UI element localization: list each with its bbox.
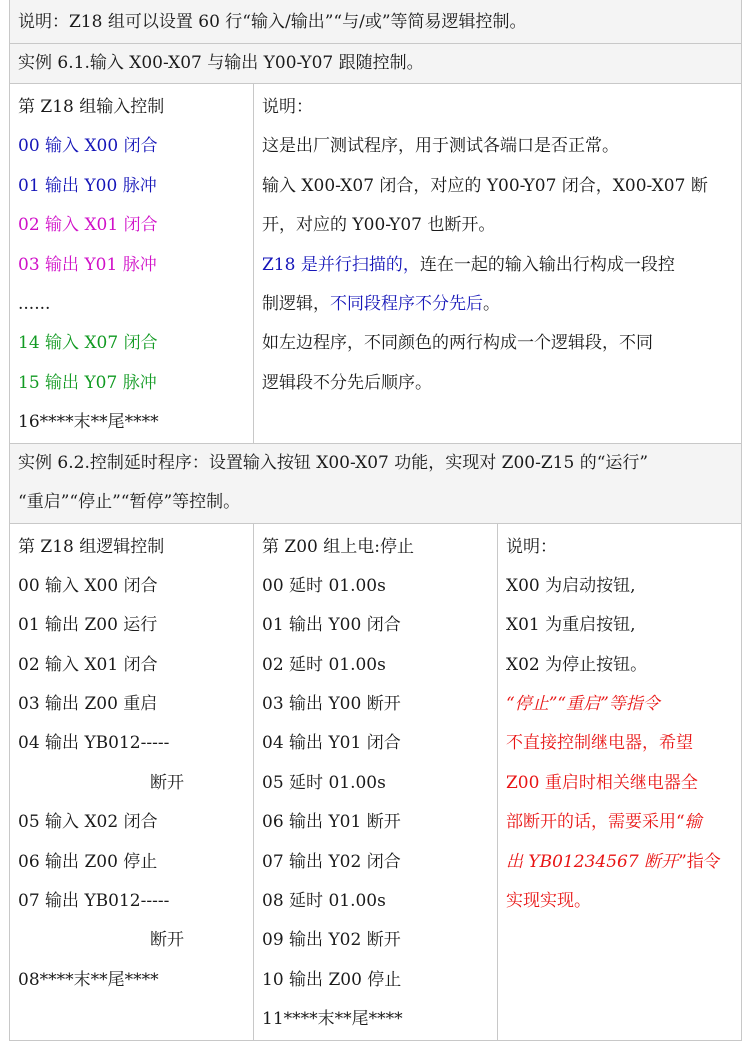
column-heading: 第 Z18 组逻辑控制 [18,536,165,557]
note-line: X00 为启动按钮, [506,575,636,596]
example-2-title [10,444,741,524]
column-heading: 说明： [262,97,313,117]
note-line: X02 为停止按钮。 [506,654,648,675]
description-text: 连在一起的输入输出行构成一段控 [419,254,675,275]
program-line: 08 延时 01.00s [262,891,386,912]
program-line: 01 输出 Z00 运行 [18,615,158,636]
warning-text: 部断开的话，需要采用“ [506,812,685,833]
description-line: 如左边程序，不同颜色的两行构成一个逻辑段，不同 [262,333,653,354]
intro-text: 说明：Z18 组可以设置 60 行“输入/输出”“与/或”等简易逻辑控制。 [10,0,741,44]
column-heading: 说明： [506,536,557,557]
example-1-title: 实例 6.1.输入 X00-X07 与输出 Y00-Y07 跟随控制。 [10,44,741,84]
program-line: 07 输出 YB012----- [18,891,170,912]
warning-text: ”指令 [678,851,721,872]
program-line: 01 输出 Y00 脉冲 [18,175,157,196]
program-line: 03 输出 Y01 脉冲 [18,254,157,275]
program-line: 15 输出 Y07 脉冲 [18,372,157,393]
column-heading: 第 Z00 组上电:停止 [262,536,414,557]
program-line: 04 输出 Y01 闭合 [262,733,401,754]
program-line: ...... [18,293,51,314]
program-line: 03 输出 Z00 重启 [18,694,158,715]
document [9,0,742,1041]
program-line: 09 输出 Y02 断开 [262,930,401,951]
program-line: 01 输出 Y00 闭合 [262,615,401,636]
description-line [262,285,741,324]
note-line: X01 为重启按钮, [506,615,636,636]
program-line: 02 输入 X01 闭合 [18,215,158,236]
highlight-text: 不同段程序不分先后 [330,293,483,314]
example-2-title-line-2: “重启”“停止”“暂停”等控制。 [18,491,241,512]
program-line: 14 输入 X07 闭合 [18,333,158,354]
program-line: 06 输出 Y01 断开 [262,812,401,833]
warning-instruction: 出 YB01234567 断开 [506,851,679,872]
program-line: 00 输入 X00 闭合 [18,575,158,596]
warning-line [506,843,741,882]
column-heading: 第 Z18 组输入控制 [18,97,165,117]
program-line: 11****末**尾**** [262,1009,403,1030]
notes-column [498,524,741,1040]
description-line: 输入 X00-X07 闭合，对应的 Y00-Y07 闭合，X00-X07 断 [262,175,708,196]
example-1-program-column [10,84,254,443]
program-line: 00 输入 X00 闭合 [18,136,158,157]
program-lines [262,567,497,1040]
program-line: 03 输出 Y00 断开 [262,694,401,715]
description-line: 开，对应的 Y00-Y07 也断开。 [262,215,496,236]
program-line: 08****末**尾**** [18,969,159,990]
warning-line [506,803,741,842]
warning-instruction: 输 [684,812,702,833]
description-line: 这是出厂测试程序，用于测试各端口是否正常。 [262,136,619,157]
warning-line: 不直接控制继电器，希望 [506,733,693,754]
program-line: 02 输入 X01 闭合 [18,654,158,675]
program-line: 05 延时 01.00s [262,772,386,793]
program-line: 06 输出 Z00 停止 [18,851,158,872]
example-2-table [10,524,741,1041]
description-line: 逻辑段不分先后顺序。 [262,372,432,393]
program-line: 16****末**尾**** [18,412,159,433]
program-line: 断开 [150,930,184,951]
warning-line: Z00 重启时相关继电器全 [506,772,698,793]
program-line: 02 延时 01.00s [262,654,386,675]
logic-control-column [10,524,254,1040]
warning-line: “停止”“重启”等指令 [506,694,660,715]
program-line: 07 输出 Y02 闭合 [262,851,401,872]
program-line: 05 输入 X02 闭合 [18,812,158,833]
example-2-title-line-1: 实例 6.2.控制延时程序：设置输入按钮 X00-X07 功能，实现对 Z00-Z15 的“运行” [18,452,649,473]
program-line: 断开 [150,772,184,793]
z00-group-column [254,524,498,1040]
description-text: 。 [483,293,500,314]
program-line: 00 延时 01.00s [262,575,386,596]
warning-line: 实现实现。 [506,891,591,912]
program-line: 04 输出 YB012----- [18,733,170,754]
highlight-text: Z18 是并行扫描的， [262,254,420,275]
description-text: 制逻辑， [262,293,330,314]
description-line [262,246,741,285]
program-line: 10 输出 Z00 停止 [262,969,402,990]
program-lines [18,567,253,1000]
program-lines [18,127,253,442]
example-1-table [10,84,741,444]
example-1-description-column [254,84,741,443]
